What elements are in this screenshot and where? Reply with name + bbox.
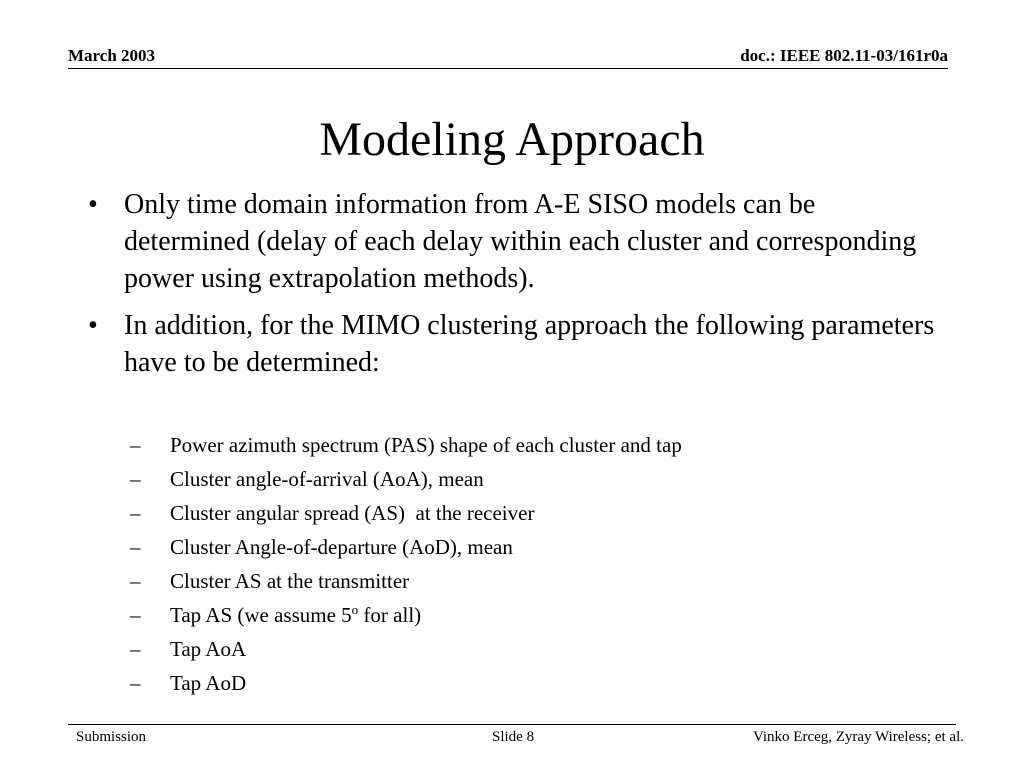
sub-bullet-marker: – <box>130 433 141 457</box>
bullet-item <box>88 186 948 297</box>
degree-superscript: o <box>351 602 359 617</box>
bullet-marker: • <box>88 189 98 220</box>
sub-bullet-text: Power azimuth spectrum (PAS) shape of each cluster and tap <box>170 433 682 457</box>
footer-submission: Submission <box>76 729 147 745</box>
sub-bullet-marker: – <box>130 467 141 491</box>
sub-bullet-marker: – <box>130 603 141 627</box>
sub-bullet-text: Tap AoA <box>170 637 247 661</box>
sub-bullet-text: Tap AoD <box>170 671 247 695</box>
sub-bullet-text: Cluster angle-of-arrival (AoA), mean <box>170 467 484 491</box>
sub-bullet-marker: – <box>130 501 141 525</box>
sub-bullet-text <box>170 603 421 627</box>
sub-bullet-item <box>130 496 950 530</box>
sub-bullet-item <box>130 564 950 598</box>
sub-bullet-marker: – <box>130 569 141 593</box>
bullet-marker: • <box>88 310 98 341</box>
header-date: March 2003 <box>68 46 156 65</box>
bullet-text: In addition, for the MIMO clustering approach the following parameters have to be determined: <box>124 310 935 378</box>
sub-bullet-text: Cluster Angle-of-departure (AoD), mean <box>170 535 513 559</box>
header-doc-id: doc.: IEEE 802.11-03/161r0a <box>740 46 948 65</box>
sub-bullet-text-after: for all) <box>358 603 422 627</box>
bullet-text: Only time domain information from A-E SISO models can be determined (delay of each delay within each cluster and corresponding power using extrapolation methods). <box>124 189 917 294</box>
sub-bullet-list <box>130 428 950 700</box>
sub-bullet-marker: – <box>130 535 141 559</box>
sub-bullet-text: Cluster angular spread (AS) at the receiver <box>170 501 535 525</box>
sub-bullet-text-before: Tap AS (we assume 5 <box>170 603 352 627</box>
sub-bullet-item <box>130 666 950 700</box>
sub-bullet-item <box>130 598 950 632</box>
footer-rule <box>68 724 956 725</box>
sub-bullet-marker: – <box>130 671 141 695</box>
footer-authors: Vinko Erceg, Zyray Wireless; et al. <box>752 729 964 745</box>
sub-bullet-item <box>130 632 950 666</box>
sub-bullet-text: Cluster AS at the transmitter <box>170 569 410 593</box>
footer-slide-number: Slide 8 <box>492 729 535 745</box>
sub-bullet-item <box>130 530 950 564</box>
bullet-list <box>88 186 948 391</box>
sub-bullet-item <box>130 428 950 462</box>
header-rule <box>68 68 948 69</box>
sub-bullet-marker: – <box>130 637 141 661</box>
bullet-item <box>88 307 948 381</box>
slide-title: Modeling Approach <box>319 113 705 166</box>
sub-bullet-item <box>130 462 950 496</box>
